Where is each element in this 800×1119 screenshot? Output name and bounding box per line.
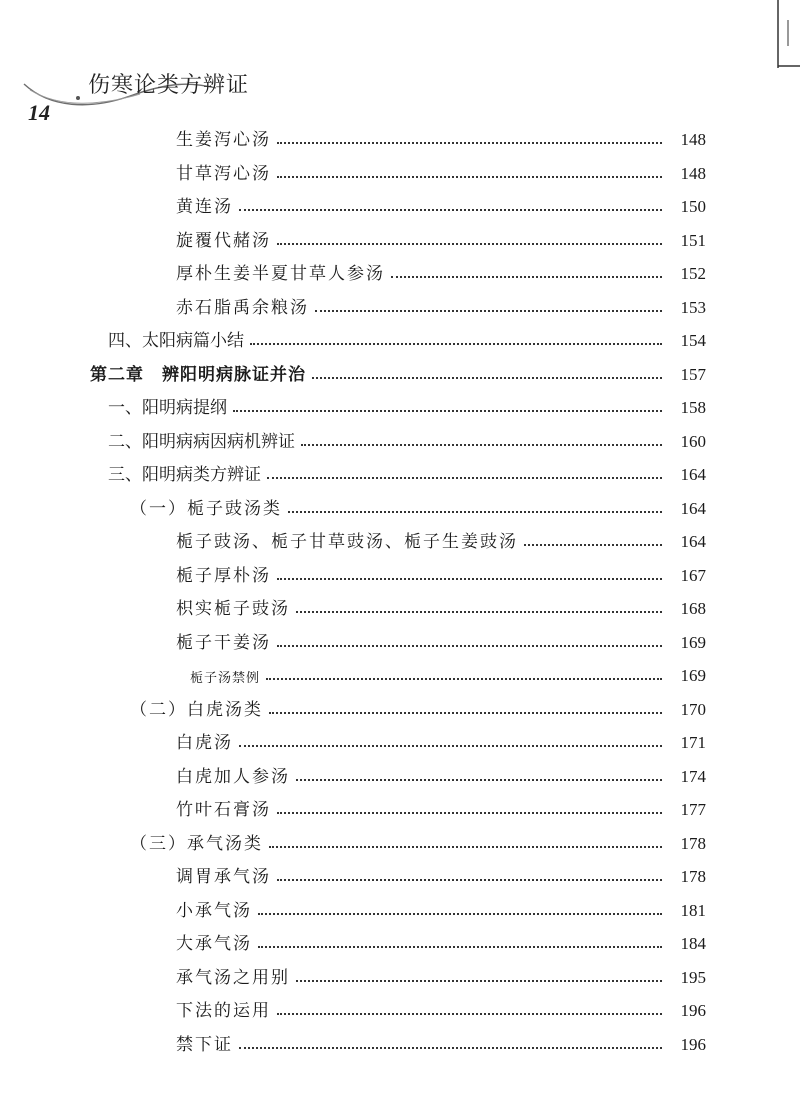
- toc-entry-page: 195: [680, 967, 706, 987]
- toc-entry-page: 152: [680, 264, 706, 283]
- toc-entry-page: 196: [680, 1001, 706, 1020]
- toc-entry-page: 150: [680, 197, 706, 216]
- toc-entry[interactable]: [90, 359, 706, 385]
- toc-entry-page: 160: [680, 431, 706, 451]
- toc-entry[interactable]: [176, 794, 706, 820]
- toc-entry-label: 生姜泻心汤: [176, 130, 271, 150]
- toc-dot-leader: [277, 242, 662, 245]
- toc-entry-page: 178: [680, 833, 706, 853]
- toc-entry-page: 169: [680, 632, 706, 652]
- toc-entry-label: 小承气汤: [176, 900, 252, 921]
- toc-entry-page: 153: [680, 297, 706, 317]
- toc-entry-page: 164: [680, 465, 706, 484]
- toc-entry[interactable]: [176, 895, 706, 921]
- toc-dot-leader: [301, 443, 662, 446]
- toc-dot-leader: [239, 744, 662, 747]
- toc-dot-leader: [258, 945, 662, 948]
- corner-crop-mark: [776, 0, 800, 68]
- toc-entry[interactable]: [176, 258, 706, 284]
- toc-entry-page: 168: [680, 599, 706, 618]
- toc-entry-label: 枳实栀子豉汤: [176, 599, 290, 619]
- toc-entry[interactable]: [176, 526, 706, 552]
- toc-entry-page: 154: [680, 331, 706, 350]
- toc-entry-label: 竹叶石膏汤: [176, 800, 271, 820]
- toc-dot-leader: [277, 175, 662, 178]
- running-header-title: 伤寒论类方辨证: [88, 73, 250, 98]
- toc-entry[interactable]: [108, 325, 706, 351]
- toc-entry-label: 四、太阳病篇小结: [108, 331, 244, 351]
- toc-entry-label: 甘草泻心汤: [176, 163, 271, 184]
- toc-entry-label: 三、阳明病类方辨证: [108, 465, 261, 485]
- toc-entry-label: 大承气汤: [176, 934, 252, 954]
- toc-dot-leader: [233, 409, 662, 412]
- toc-entry[interactable]: [130, 828, 706, 854]
- toc-entry[interactable]: [176, 593, 706, 619]
- toc-entry-page: 184: [680, 934, 706, 953]
- toc-entry-page: 170: [680, 699, 706, 719]
- toc-entry-label: （二）白虎汤类: [130, 699, 263, 720]
- toc-entry-page: 181: [680, 900, 706, 920]
- toc-dot-leader: [277, 577, 662, 580]
- toc-entry[interactable]: [130, 493, 706, 519]
- toc-entry-page: 148: [680, 163, 706, 183]
- toc-dot-leader: [277, 1012, 662, 1015]
- toc-entry[interactable]: [176, 560, 706, 586]
- toc-entry-label: 栀子干姜汤: [176, 632, 271, 653]
- toc-entry[interactable]: [176, 995, 706, 1021]
- toc-entry[interactable]: [108, 392, 706, 418]
- toc-entry-label: 厚朴生姜半夏甘草人参汤: [176, 264, 385, 284]
- toc-entry-page: 164: [680, 532, 706, 551]
- toc-entry-page: 167: [680, 565, 706, 585]
- toc-entry-page: 178: [680, 867, 706, 886]
- toc-dot-leader: [239, 1046, 662, 1049]
- toc-dot-leader: [315, 309, 662, 312]
- toc-entry-page: 196: [680, 1034, 706, 1054]
- toc-dot-leader: [524, 543, 662, 546]
- table-of-contents: [0, 124, 800, 1064]
- toc-entry[interactable]: [108, 426, 706, 452]
- toc-entry[interactable]: [176, 861, 706, 887]
- toc-entry-page: 169: [680, 666, 706, 685]
- toc-dot-leader: [250, 342, 662, 345]
- toc-dot-leader: [296, 610, 662, 613]
- toc-entry-page: 177: [680, 800, 706, 819]
- toc-entry[interactable]: [108, 459, 706, 485]
- toc-entry-page: 174: [680, 766, 706, 786]
- toc-entry-label: 白虎汤: [176, 733, 233, 753]
- toc-dot-leader: [312, 376, 662, 379]
- toc-entry[interactable]: [176, 292, 706, 318]
- page-number: 14: [28, 100, 50, 125]
- toc-dot-leader: [277, 141, 662, 144]
- toc-entry-page: 151: [680, 230, 706, 250]
- toc-entry-label: 赤石脂禹余粮汤: [176, 297, 309, 318]
- toc-entry-label: 第二章 辨阳明病脉证并治: [90, 364, 306, 385]
- toc-dot-leader: [266, 677, 662, 680]
- toc-dot-leader: [269, 845, 662, 848]
- toc-dot-leader: [277, 811, 662, 814]
- toc-entry-label: 二、阳明病病因病机辨证: [108, 431, 295, 452]
- toc-entry[interactable]: [176, 627, 706, 653]
- toc-entry-label: 旋覆代赭汤: [176, 230, 271, 251]
- toc-dot-leader: [277, 644, 662, 647]
- toc-entry-page: 171: [680, 733, 706, 752]
- toc-entry[interactable]: [130, 694, 706, 720]
- toc-entry-page: 157: [680, 364, 706, 384]
- toc-dot-leader: [239, 208, 662, 211]
- toc-entry[interactable]: [190, 660, 706, 686]
- toc-entry[interactable]: [176, 158, 706, 184]
- toc-entry-label: 黄连汤: [176, 197, 233, 217]
- toc-entry-label: 栀子豉汤、栀子甘草豉汤、栀子生姜豉汤: [176, 532, 518, 552]
- toc-entry-label: 白虎加人参汤: [176, 766, 290, 787]
- toc-entry[interactable]: [176, 761, 706, 787]
- toc-entry[interactable]: [176, 124, 706, 150]
- toc-entry-label: 禁下证: [176, 1034, 233, 1055]
- toc-dot-leader: [391, 275, 662, 278]
- toc-entry-label: 栀子厚朴汤: [176, 565, 271, 586]
- toc-entry[interactable]: [176, 962, 706, 988]
- toc-entry[interactable]: [176, 727, 706, 753]
- toc-dot-leader: [296, 979, 662, 982]
- toc-dot-leader: [258, 912, 662, 915]
- toc-entry-page: 148: [680, 130, 706, 149]
- toc-entry-label: 栀子汤禁例: [190, 671, 261, 686]
- toc-dot-leader: [296, 778, 662, 781]
- toc-entry-label: 一、阳明病提纲: [108, 398, 227, 418]
- toc-entry-label: 承气汤之用别: [176, 967, 290, 988]
- toc-entry-label: （三）承气汤类: [130, 833, 263, 854]
- toc-dot-leader: [267, 476, 662, 479]
- toc-dot-leader: [277, 878, 662, 881]
- toc-entry[interactable]: [176, 225, 706, 251]
- toc-dot-leader: [269, 711, 662, 714]
- toc-entry-page: 164: [680, 498, 706, 518]
- toc-dot-leader: [288, 510, 662, 513]
- toc-entry-label: （一）栀子豉汤类: [130, 498, 282, 519]
- toc-entry-page: 158: [680, 398, 706, 417]
- toc-entry[interactable]: [176, 928, 706, 954]
- toc-entry-label: 调胃承气汤: [176, 867, 271, 887]
- toc-entry-label: 下法的运用: [176, 1001, 271, 1021]
- toc-entry[interactable]: [176, 191, 706, 217]
- toc-entry[interactable]: [176, 1029, 706, 1055]
